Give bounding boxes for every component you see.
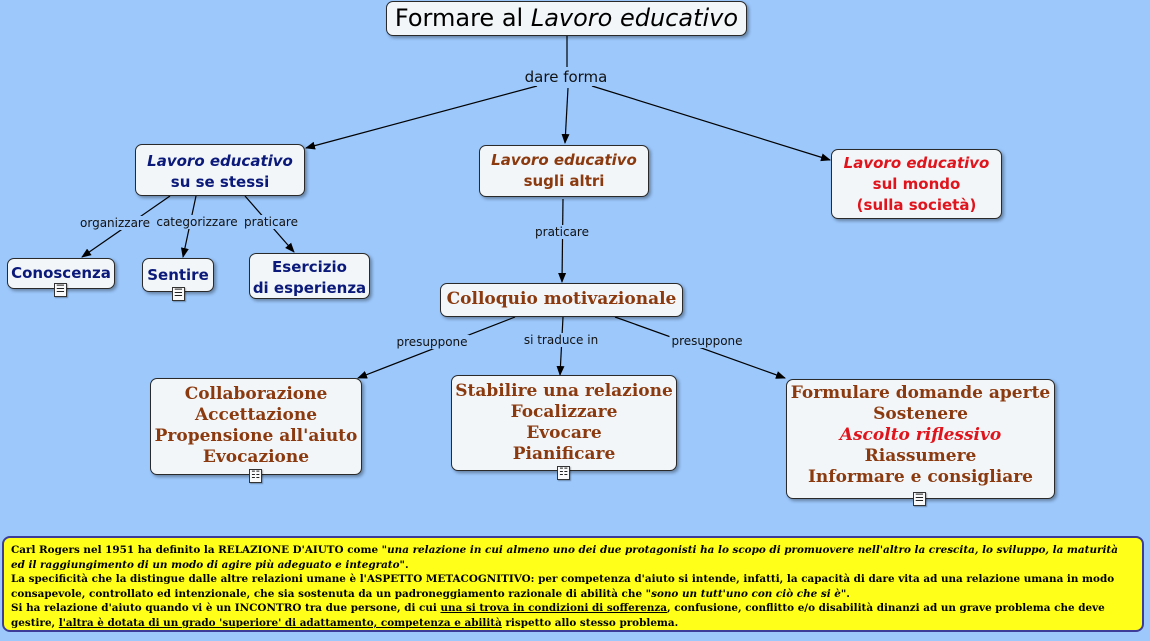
node-sul-mondo-line2: sul mondo: [872, 175, 961, 193]
note-paragraph-3: [11, 601, 1135, 630]
box-right-line4: Riassumere: [864, 446, 977, 466]
submap-icon[interactable]: ☷: [249, 469, 262, 483]
note-p1-end: ".: [399, 558, 409, 571]
link-si-traduce-in: si traduce in: [523, 333, 599, 347]
box-right[interactable]: [786, 379, 1055, 499]
node-sugli-altri-line2: sugli altri: [523, 172, 605, 190]
box-right-line5: Informare e consigliare: [807, 467, 1034, 487]
node-su-se-stessi-line2: su se stessi: [170, 173, 270, 191]
box-left-line: Evocazione: [202, 447, 310, 467]
note-p2-text: La specificità che la distingue dalle altre relazioni umane è l'ASPETTO METACOGNITIVO: per competenza d'aiuto si intende, infatti, la capacità di dare vita ad una relazione umana in modo consapevole, controllato ed intenzionale, che sia sostenuta da un padroneggiamento razionale di abilità che ": [11, 573, 1115, 600]
root-node[interactable]: [386, 1, 747, 36]
box-right-line3: Ascolto riflessivo: [839, 425, 1002, 445]
box-left-line: Accettazione: [194, 405, 318, 425]
node-colloquio[interactable]: [440, 283, 683, 317]
link-presuppone-2: presuppone: [671, 334, 743, 348]
link-organizzare: organizzare: [80, 216, 150, 230]
node-esercizio-line1: Esercizio: [272, 258, 347, 276]
link-dare-forma: dare forma: [524, 68, 608, 86]
note-icon[interactable]: ☰: [172, 287, 185, 301]
note-box: [2, 536, 1144, 632]
box-mid-line: Pianificare: [512, 444, 616, 464]
box-mid-line: Stabilire una relazione: [455, 381, 673, 401]
node-esercizio[interactable]: [249, 253, 370, 299]
note-p2-quote: sono un tutt'uno con ciò che si è: [651, 587, 841, 600]
node-sentire-label: Sentire: [147, 266, 209, 284]
box-mid-line: Focalizzare: [510, 402, 618, 422]
node-su-se-stessi-line1: Lavoro educativo: [147, 152, 293, 170]
submap-icon[interactable]: ☷: [557, 466, 570, 480]
edge-to-colloquio: [562, 199, 563, 282]
node-esercizio-line2: di esperienza: [252, 279, 367, 297]
node-colloquio-label: Colloquio motivazionale: [446, 289, 677, 309]
node-sul-mondo[interactable]: [831, 149, 1002, 219]
box-left-line: Propensione all'aiuto: [154, 426, 358, 446]
link-presuppone-1: presuppone: [396, 335, 468, 349]
node-sugli-altri[interactable]: [479, 145, 649, 197]
note-p3-underline-2: l'altra è dotata di un grado 'superiore' di adattamento, competenza e abilità: [58, 616, 502, 629]
node-sul-mondo-line3: (sulla società): [856, 196, 977, 214]
note-p2-end: ".: [840, 587, 850, 600]
box-mid-line: Evocare: [526, 423, 602, 443]
note-p3-text: Si ha relazione d'aiuto quando vi è un INCONTRO tra due persone, di cui: [11, 602, 441, 615]
node-sugli-altri-line1: Lavoro educativo: [491, 151, 637, 169]
root-prefix: Formare al: [394, 4, 531, 32]
edge-to-sugli-altri: [565, 88, 568, 143]
node-sul-mondo-line1: Lavoro educativo: [843, 154, 990, 172]
note-p1-text: Carl Rogers nel 1951 ha definito la RELAZIONE D'AIUTO come ": [11, 544, 388, 556]
link-praticare-2: praticare: [535, 225, 589, 239]
note-p1-quote: una relazione in cui almeno uno dei due protagonisti ha lo scopo di promuovere nell'altro la crescita, lo sviluppo, la maturità ed il raggiungimento di un modo di agire più adeguato e integrato: [11, 544, 1118, 571]
box-left-line: Collaborazione: [184, 384, 328, 404]
edge-to-su-se-stessi: [306, 86, 537, 148]
note-icon[interactable]: ☰: [913, 492, 926, 506]
note-icon[interactable]: ☰: [54, 283, 67, 297]
box-right-line1: Formulare domande aperte: [790, 383, 1051, 403]
root-emphasis: Lavoro educativo: [530, 4, 739, 32]
note-paragraph-1: [11, 543, 1135, 572]
link-categorizzare: categorizzare: [156, 215, 238, 229]
node-su-se-stessi[interactable]: [135, 144, 305, 196]
link-praticare-1: praticare: [244, 215, 298, 229]
node-conoscenza-label: Conoscenza: [11, 264, 111, 282]
box-mid[interactable]: [451, 375, 677, 471]
note-paragraph-2: [11, 572, 1135, 601]
note-p3-underline-1: una si trova in condizioni di sofferenza: [440, 602, 668, 615]
note-p3-text-2: , confusione, conflitto e/o disabilità dinanzi ad un grave problema che deve gestire,: [11, 602, 1105, 629]
box-right-line2: Sostenere: [873, 404, 968, 424]
box-left[interactable]: [150, 378, 362, 475]
note-p3-text-3: rispetto allo stesso problema.: [501, 616, 679, 629]
